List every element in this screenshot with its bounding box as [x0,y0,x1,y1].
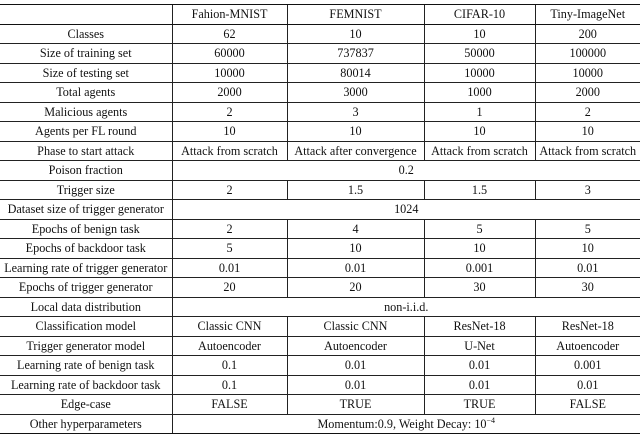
header-cell-tiny-imagenet: Tiny-ImageNet [535,5,640,25]
table-cell: 62 [172,24,287,44]
header-cell-cifar10: CIFAR-10 [424,5,535,25]
table-cell: ResNet-18 [424,317,535,337]
table-cell: 0.01 [287,258,424,278]
row-label: Dataset size of trigger generator [0,200,172,220]
table-cell: 0.01 [424,375,535,395]
table-cell: Classic CNN [172,317,287,337]
table-row [0,44,640,64]
row-label: Agents per FL round [0,122,172,142]
table-cell: Attack from scratch [172,141,287,161]
hyperparameter-table [0,4,640,434]
row-label: Classification model [0,317,172,337]
row-label: Epochs of backdoor task [0,239,172,259]
table-cell: 30 [535,278,640,298]
table-cell: 1.5 [424,180,535,200]
table-cell: 0.01 [535,258,640,278]
table-cell: U-Net [424,336,535,356]
table-cell: 10 [535,122,640,142]
table-row [0,161,640,181]
table-cell: 5 [424,219,535,239]
table-cell: 30 [424,278,535,298]
table-cell: Attack from scratch [535,141,640,161]
row-label: Trigger generator model [0,336,172,356]
table-cell: 3000 [287,83,424,103]
table-cell: 3 [535,180,640,200]
table-row [0,336,640,356]
row-label: Epochs of benign task [0,219,172,239]
table-cell: 0.1 [172,375,287,395]
table-row [0,122,640,142]
table-cell: 1.5 [287,180,424,200]
table-cell: 1000 [424,83,535,103]
table-cell: 0.01 [535,375,640,395]
row-label: Malicious agents [0,102,172,122]
table-row [0,297,640,317]
row-label: Learning rate of benign task [0,356,172,376]
table-row [0,200,640,220]
row-label: Learning rate of backdoor task [0,375,172,395]
table-cell: 0.01 [287,356,424,376]
table-cell: 5 [172,239,287,259]
table-cell: 10000 [424,63,535,83]
table-cell: 2 [172,180,287,200]
row-label: Edge-case [0,395,172,415]
table-row [0,24,640,44]
table-row [0,395,640,415]
row-label: Classes [0,24,172,44]
row-label: Total agents [0,83,172,103]
header-cell-fashion-mnist: Fahion-MNIST [172,5,287,25]
table-cell: 737837 [287,44,424,64]
table-cell: 3 [287,102,424,122]
table-cell: Attack after convergence [287,141,424,161]
spanning-cell: 0.2 [172,161,640,181]
table-row [0,180,640,200]
span-text: Momentum:0.9, Weight Decay: 10 [317,416,487,431]
header-cell [0,5,172,25]
table-cell: 10 [287,122,424,142]
table-cell: 10 [424,239,535,259]
table-cell: 80014 [287,63,424,83]
table-row [0,356,640,376]
header-cell-femnist: FEMNIST [287,5,424,25]
table-row [0,258,640,278]
table-cell: 10 [287,24,424,44]
table-cell: 0.001 [424,258,535,278]
table-cell: Classic CNN [287,317,424,337]
table-row [0,63,640,83]
table-cell: 0.01 [172,258,287,278]
table-cell: 1 [424,102,535,122]
table-row [0,375,640,395]
spanning-cell: non-i.i.d. [172,297,640,317]
table-cell: 5 [535,219,640,239]
table-cell: 10000 [535,63,640,83]
table-cell: 10000 [172,63,287,83]
table-cell: 10 [172,122,287,142]
table-cell: Autoencoder [287,336,424,356]
table-cell: TRUE [287,395,424,415]
table-cell: 10 [424,122,535,142]
table-cell: 0.001 [535,356,640,376]
table-row [0,278,640,298]
spanning-cell [172,414,640,434]
table-cell: 10 [535,239,640,259]
table-cell: 10 [287,239,424,259]
table-cell: 0.01 [424,356,535,376]
row-label: Poison fraction [0,161,172,181]
table-row [0,317,640,337]
table-cell: 2 [535,102,640,122]
table-cell: FALSE [172,395,287,415]
table-cell: Autoencoder [172,336,287,356]
table-cell: TRUE [424,395,535,415]
table-row [0,414,640,434]
table-cell: 2000 [535,83,640,103]
table-row [0,239,640,259]
table-cell: 20 [287,278,424,298]
exponent: −4 [486,415,496,425]
table-cell: Autoencoder [535,336,640,356]
table-cell: 0.1 [172,356,287,376]
table-cell: 200 [535,24,640,44]
row-label: Size of testing set [0,63,172,83]
table-cell: 10 [424,24,535,44]
table-cell: 60000 [172,44,287,64]
spanning-cell: 1024 [172,200,640,220]
table-cell: 20 [172,278,287,298]
row-label: Trigger size [0,180,172,200]
table-cell: 2000 [172,83,287,103]
row-label: Phase to start attack [0,141,172,161]
table-cell: Attack from scratch [424,141,535,161]
table-cell: ResNet-18 [535,317,640,337]
table-cell: 2 [172,102,287,122]
row-label: Learning rate of trigger generator [0,258,172,278]
table-row [0,102,640,122]
table-cell: 0.01 [287,375,424,395]
table-cell: 4 [287,219,424,239]
row-label: Other hyperparameters [0,414,172,434]
table-row [0,83,640,103]
row-label: Size of training set [0,44,172,64]
header-row [0,5,640,25]
table-cell: 50000 [424,44,535,64]
table-cell: 100000 [535,44,640,64]
row-label: Local data distribution [0,297,172,317]
table-row [0,141,640,161]
table-row [0,219,640,239]
table-cell: FALSE [535,395,640,415]
row-label: Epochs of trigger generator [0,278,172,298]
table-cell: 2 [172,219,287,239]
